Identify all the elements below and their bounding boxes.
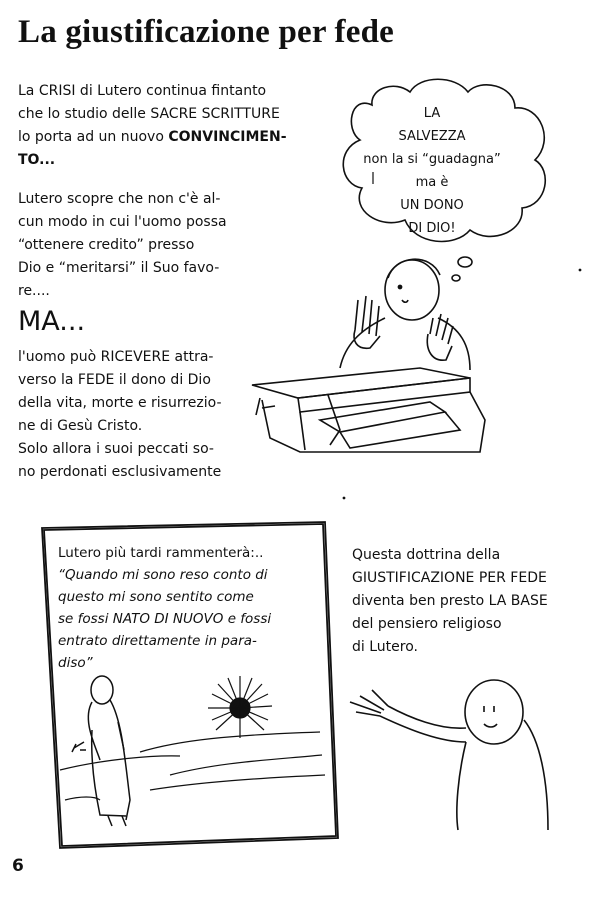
paragraph-line: re.... <box>18 283 50 299</box>
paragraph-line: diventa ben presto LA BASE <box>352 593 548 609</box>
paragraph-line: cun modo in cui l'uomo possa <box>18 214 227 230</box>
emphasis-text: CONVINCIMEN- <box>168 129 287 145</box>
paragraph-line: di Lutero. <box>352 639 418 655</box>
paragraph-line: l'uomo può RICEVERE attra- <box>18 349 214 365</box>
landscape-lines <box>60 732 325 800</box>
emphasis-text: TO... <box>18 152 56 168</box>
paragraph-line: GIUSTIFICAZIONE PER FEDE <box>352 570 547 586</box>
paragraph-line: del pensiero religioso <box>352 616 502 632</box>
cloud-line: UN DONO <box>400 198 464 213</box>
paragraph-line-part: lo porta ad un nuovo <box>18 129 169 145</box>
paragraph-line: Lutero scopre che non c'è al- <box>18 191 221 207</box>
paragraph-line: Dio e “meritarsi” il Suo favo- <box>18 260 220 276</box>
cloud-line: LA <box>423 106 441 121</box>
page-number: 6 <box>12 856 24 876</box>
quote-line: questo mi sono sentito come <box>58 589 254 605</box>
ma-heading: MA... <box>18 306 86 337</box>
paragraph-line: La CRISI di Lutero continua fintanto <box>18 83 267 99</box>
presenting-man-figure <box>350 680 548 830</box>
monk-figure <box>72 676 130 826</box>
frame-quote <box>58 542 318 674</box>
cloud-line: non la si “guadagna” <box>363 152 501 167</box>
quote-line: se fossi NATO DI NUOVO e fossi <box>58 611 272 627</box>
cloud-line: ma è <box>415 175 449 190</box>
thinking-man-figure <box>340 259 470 370</box>
paragraph-line: ne di Gesù Cristo. <box>18 418 143 434</box>
page-title: La giustificazione per fede <box>18 14 394 50</box>
cloud-line: SALVEZZA <box>398 129 466 144</box>
paragraph-line <box>18 149 308 172</box>
thought-cloud-text <box>352 102 512 240</box>
quote-line: Lutero più tardi rammenterà:.. <box>58 545 264 561</box>
paragraph-line: Questa dottrina della <box>352 547 501 563</box>
paragraph-crisis <box>18 80 308 172</box>
paragraph-line: che lo studio delle SACRE SCRITTURE <box>18 106 280 122</box>
sun-illustration <box>208 676 272 738</box>
paragraph-line: “ottenere credito” presso <box>18 237 195 253</box>
paragraph-line: verso la FEDE il dono di Dio <box>18 372 211 388</box>
paragraph-line <box>18 126 308 149</box>
paragraph-line: no perdonati esclusivamente <box>18 464 222 480</box>
paragraph-discovery <box>18 188 308 303</box>
quote-line: “Quando mi sono reso conto di <box>58 567 268 583</box>
paragraph-receive <box>18 346 308 484</box>
quote-line: entrato direttamente in para- <box>58 633 257 649</box>
quote-line: diso” <box>58 655 93 671</box>
paragraph-line: della vita, morte e risurrezio- <box>18 395 222 411</box>
doctrine-paragraph <box>352 544 572 659</box>
paragraph-line: Solo allora i suoi peccati so- <box>18 441 214 457</box>
cloud-line: DI DIO! <box>408 221 456 236</box>
